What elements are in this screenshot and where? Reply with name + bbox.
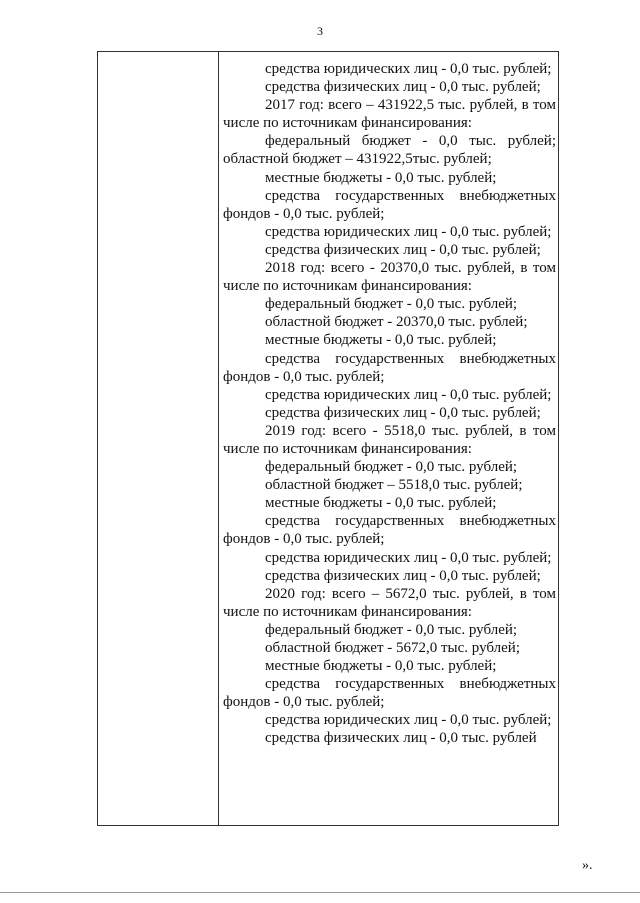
text-line: средства юридических лиц - 0,0 тыс. рублей; [265,223,552,240]
text-line: средства физических лиц - 0,0 тыс. рублей; [265,241,541,258]
text-line: средства юридических лиц - 0,0 тыс. рублей; [265,386,552,403]
text-line: федеральный бюджет - 0,0 тыс. рублей; [265,621,518,638]
funding-text-cell [223,60,556,748]
page-number: 3 [317,24,323,38]
text-line: 2019 год: всего - 5518,0 тыс. рублей, в том [265,422,556,439]
text-line: средства государственных внебюджетных [265,676,556,693]
text-line: 2017 год: всего – 431922,5 тыс. рублей, в том [265,97,556,114]
text-line: числе по источникам финансирования: [223,278,472,295]
text-line: средства физических лиц - 0,0 тыс. рублей; [265,404,541,421]
text-line: средства физических лиц - 0,0 тыс. рублей; [265,79,541,96]
text-line: числе по источникам финансирования: [223,115,472,132]
text-line: областной бюджет - 20370,0 тыс. рублей; [265,314,528,331]
text-line: фондов - 0,0 тыс. рублей; [223,694,385,711]
column-divider [218,52,219,825]
text-line: средства юридических лиц - 0,0 тыс. рублей; [265,712,552,729]
text-line: федеральный бюджет - 0,0 тыс. рублей; [265,459,518,476]
text-line: местные бюджеты - 0,0 тыс. рублей; [265,658,497,675]
text-line: фондов - 0,0 тыс. рублей; [223,205,385,222]
text-line: средства государственных внебюджетных [265,187,556,204]
text-line: числе по источникам финансирования: [223,440,472,457]
text-line: 2018 год: всего - 20370,0 тыс. рублей, в том [265,260,556,277]
text-line: областной бюджет – 5518,0 тыс. рублей; [265,477,523,494]
text-line: местные бюджеты - 0,0 тыс. рублей; [265,169,497,186]
text-line: средства физических лиц - 0,0 тыс. рублей [265,730,537,747]
text-line: средства государственных внебюджетных [265,350,556,367]
text-line: фондов - 0,0 тыс. рублей; [223,368,385,385]
closing-quote: ». [582,858,593,873]
text-line: фондов - 0,0 тыс. рублей; [223,531,385,548]
text-line: 2020 год: всего – 5672,0 тыс. рублей, в том [265,585,556,602]
footer-rule [0,892,640,893]
text-line: областной бюджет – 431922,5тыс. рублей; [223,151,492,168]
text-line: федеральный бюджет - 0,0 тыс. рублей; [265,296,518,313]
text-line: средства государственных внебюджетных [265,513,556,530]
text-line: средства юридических лиц - 0,0 тыс. рублей; [265,61,552,77]
text-line: числе по источникам финансирования: [223,603,472,620]
text-line: федеральный бюджет - 0,0 тыс. рублей; [265,133,556,150]
text-line: средства физических лиц - 0,0 тыс. рублей; [265,567,541,584]
funding-table [97,51,559,826]
text-line: местные бюджеты - 0,0 тыс. рублей; [265,495,497,512]
text-line: областной бюджет - 5672,0 тыс. рублей; [265,640,520,656]
text-line: средства юридических лиц - 0,0 тыс. рублей; [265,549,552,566]
text-line: местные бюджеты - 0,0 тыс. рублей; [265,332,497,349]
